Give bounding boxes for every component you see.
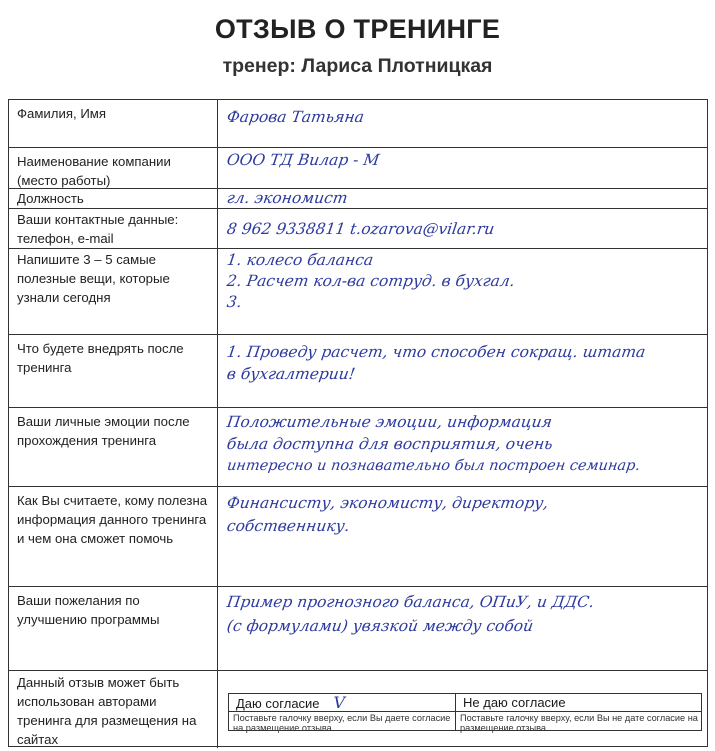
row-emotions: [9, 407, 707, 486]
value-position: гл. экономист: [225, 189, 349, 207]
value-suggestions-1: Пример прогнозного баланса, ОПиУ, и ДДС.: [225, 593, 596, 611]
row-position: [9, 188, 707, 208]
label-useful-things: Напишите 3 – 5 самые полезные вещи, которые узнали сегодня: [17, 252, 170, 305]
row-suggestions: [9, 586, 707, 670]
row-contacts: [9, 208, 707, 248]
label-emotions: Ваши личные эмоции после прохождения тренинга: [17, 414, 190, 448]
value-usefulness-2: собственнику.: [225, 517, 351, 535]
value-contacts: 8 962 9338811 t.ozarova@vilar.ru: [225, 220, 496, 238]
value-useful-3: 3.: [225, 293, 244, 311]
value-emotions-2: была доступна для восприятия, очень: [225, 435, 554, 453]
consent-agree-label: Даю согласие: [236, 696, 320, 711]
value-full-name: Фарова Татьяна: [225, 108, 366, 126]
value-company: ООО ТД Вилар - М: [225, 151, 381, 169]
label-position: Должность: [17, 191, 84, 206]
trainer-subtitle: тренер: Лариса Плотницкая: [222, 55, 493, 77]
value-emotions-3: интересно и познавательно был построен семинар.: [225, 458, 642, 474]
consent-agree-cell[interactable]: [229, 693, 456, 733]
value-usefulness-1: Финансисту, экономисту, директору,: [225, 494, 550, 512]
row-full-name: [9, 100, 707, 147]
consent-table: [228, 693, 702, 731]
value-useful-1: 1. колесо баланса: [225, 251, 375, 269]
form-title: ОТЗЫВ О ТРЕНИНГЕ: [214, 14, 501, 44]
row-company: [9, 147, 707, 188]
label-full-name: Фамилия, Имя: [17, 106, 107, 121]
row-consent: [9, 670, 707, 748]
label-usefulness: Как Вы считаете, кому полезна информация данного тренинга и чем она сможет помочь: [17, 493, 208, 546]
agree-checkmark: V: [333, 693, 346, 712]
label-consent: Данный отзыв может быть использован авторами тренинга для размещения на сайтах: [17, 675, 197, 747]
consent-disagree-note: Поставьте галочку вверху, если Вы не дате согласие на размещение отзыва: [460, 713, 698, 733]
value-suggestions-2: (с формулами) увязкой между собой: [225, 617, 535, 635]
value-emotions-1: Положительные эмоции, информация: [225, 413, 554, 431]
consent-disagree-label: Не даю согласие: [456, 694, 701, 712]
row-useful-things: [9, 248, 707, 334]
row-implement: [9, 334, 707, 407]
label-implement: Что будете внедрять после тренинга: [17, 341, 184, 375]
value-implement-1: 1. Проведу расчет, что способен сокращ. штата: [225, 343, 647, 361]
label-company: Наименование компании (место работы): [17, 154, 171, 188]
value-useful-2: 2. Расчет кол-ва сотруд. в бухгал.: [225, 272, 516, 290]
row-usefulness: [9, 486, 707, 586]
label-suggestions: Ваши пожелания по улучшению программы: [17, 593, 160, 627]
consent-agree-note: Поставьте галочку вверху, если Вы даете согласие на размещение отзыва: [233, 713, 451, 733]
feedback-form: [8, 99, 708, 747]
label-contacts: Ваши контактные данные: телефон, e-mail: [17, 212, 179, 246]
consent-disagree-cell[interactable]: [456, 694, 701, 733]
value-implement-2: в бухгалтерии!: [225, 365, 357, 383]
